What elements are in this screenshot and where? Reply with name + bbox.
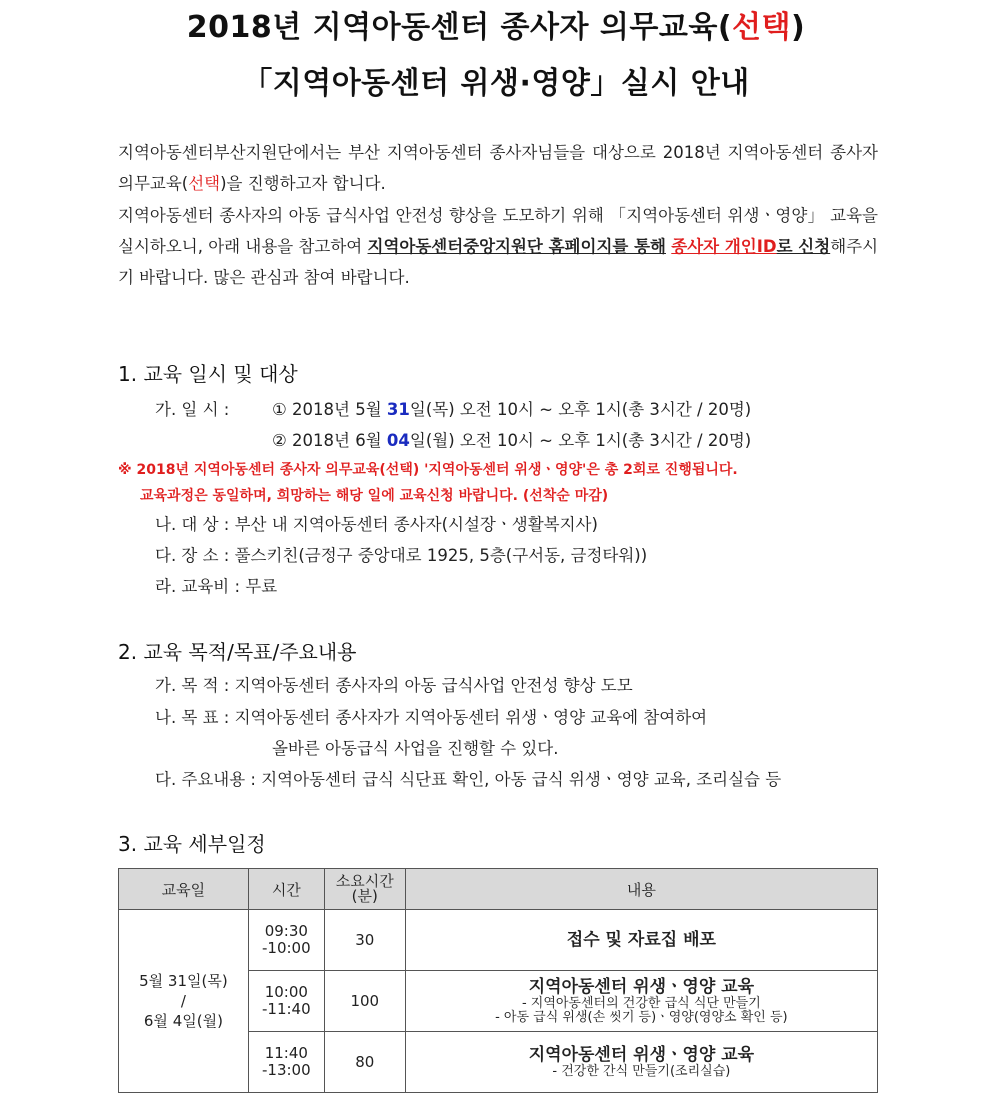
title-main: 2018년 지역아동센터 종사자 의무교육( xyxy=(186,10,733,45)
intro-paragraph-2 xyxy=(118,200,878,293)
intro-text: 지역아동센터 종사자의 아동 급식사업 안전성 향상을 도모하기 위해 「지역아동센터 위생ㆍ영양」 교육을 실시하오니, 아래 내용을 참고하여 xyxy=(118,206,878,256)
intro-text: 지역아동센터부산지원단에서는 부산 지역아동센터 종사자님들을 대상으로 2018년 지역아동센터 종사자 의무교육( xyxy=(118,143,878,193)
notice-line-2: 교육과정은 동일하며, 희망하는 해당 일에 교육신청 바랍니다. (선착순 마감) xyxy=(140,488,609,504)
content-cell: 지역아동센터 위생ㆍ영양 교육 - 건강한 간식 만들기(조리실습) xyxy=(405,1032,877,1093)
fee-line: 라. 교육비 : 무료 xyxy=(155,577,278,596)
time-cell: 10:00 -11:40 xyxy=(248,971,324,1032)
section-heading-schedule: 1. 교육 일시 및 대상 xyxy=(118,362,298,386)
intro-paragraph-1 xyxy=(118,137,878,199)
goal-line-1: 나. 목 표 : 지역아동센터 종사자가 지역아동센터 위생ㆍ영양 교육에 참여하여 xyxy=(155,708,708,727)
personal-id-emphasis: 종사자 개인ID xyxy=(671,237,777,256)
header-content: 내용 xyxy=(405,869,877,910)
header-minutes: 소요시간(분) xyxy=(324,869,405,910)
page-title xyxy=(0,2,992,46)
page-subtitle: 「지역아동센터 위생·영양」실시 안내 xyxy=(242,66,750,101)
target-line: 나. 대 상 : 부산 내 지역아동센터 종사자(시설장ㆍ생활복지사) xyxy=(155,515,598,534)
title-end: ) xyxy=(791,10,806,45)
content-cell: 접수 및 자료집 배포 xyxy=(405,910,877,971)
table-header-row xyxy=(119,869,878,910)
intro-text: )을 진행하고자 합니다. xyxy=(220,174,386,193)
minutes-cell: 100 xyxy=(324,971,405,1032)
time-cell: 11:40 -13:00 xyxy=(248,1032,324,1093)
table-row xyxy=(119,910,878,971)
notice-line-1: ※ 2018년 지역아동센터 종사자 의무교육(선택) '지역아동센터 위생ㆍ영양'은 총 2회로 진행됩니다. xyxy=(118,462,738,478)
intro-highlight: 선택 xyxy=(188,174,221,193)
purpose-line: 가. 목 적 : 지역아동센터 종사자의 아동 급식사업 안전성 향상 도모 xyxy=(155,676,633,695)
minutes-cell: 80 xyxy=(324,1032,405,1093)
section-heading-purpose: 2. 교육 목적/목표/주요내용 xyxy=(118,640,357,664)
date-cell: 5월 31일(목) / 6월 4일(월) xyxy=(119,910,249,1093)
header-time: 시간 xyxy=(248,869,324,910)
content-cell: 지역아동센터 위생ㆍ영양 교육 - 지역아동센터의 건강한 급식 식단 만들기 - 아동 급식 위생(손 씻기 등)ㆍ영양(영양소 확인 등) xyxy=(405,971,877,1032)
apply-emphasis: 로 신청 xyxy=(776,237,831,256)
minutes-cell: 30 xyxy=(324,910,405,971)
goal-line-2: 올바른 아동급식 사업을 진행할 수 있다. xyxy=(272,739,559,758)
content-line: 다. 주요내용 : 지역아동센터 급식 식단표 확인, 아동 급식 위생ㆍ영양 교육, 조리실습 등 xyxy=(155,770,782,789)
place-line: 다. 장 소 : 풀스키친(금정구 중앙대로 1925, 5층(구서동, 금정타워)) xyxy=(155,546,648,565)
date-line-1: ① 2018년 5월 31일(목) 오전 10시 ~ 오후 1시(총 3시간 / 20명) xyxy=(272,400,752,419)
time-cell: 09:30 -10:00 xyxy=(248,910,324,971)
date-label: 가. 일 시 : xyxy=(155,400,230,419)
header-date: 교육일 xyxy=(119,869,249,910)
date-day-highlight: 04 xyxy=(386,431,410,450)
intro-text: 해주시기 바랍니다. 많은 관심과 참여 바랍니다. xyxy=(118,237,879,287)
date-day-highlight: 31 xyxy=(386,400,410,419)
schedule-table xyxy=(118,868,878,1093)
section-heading-detail: 3. 교육 세부일정 xyxy=(118,832,266,856)
homepage-emphasis: 지역아동센터중앙지원단 홈페이지를 통해 xyxy=(367,237,666,256)
title-highlight: 선택 xyxy=(732,10,791,45)
date-line-2: ② 2018년 6월 04일(월) 오전 10시 ~ 오후 1시(총 3시간 / 20명) xyxy=(272,431,752,450)
